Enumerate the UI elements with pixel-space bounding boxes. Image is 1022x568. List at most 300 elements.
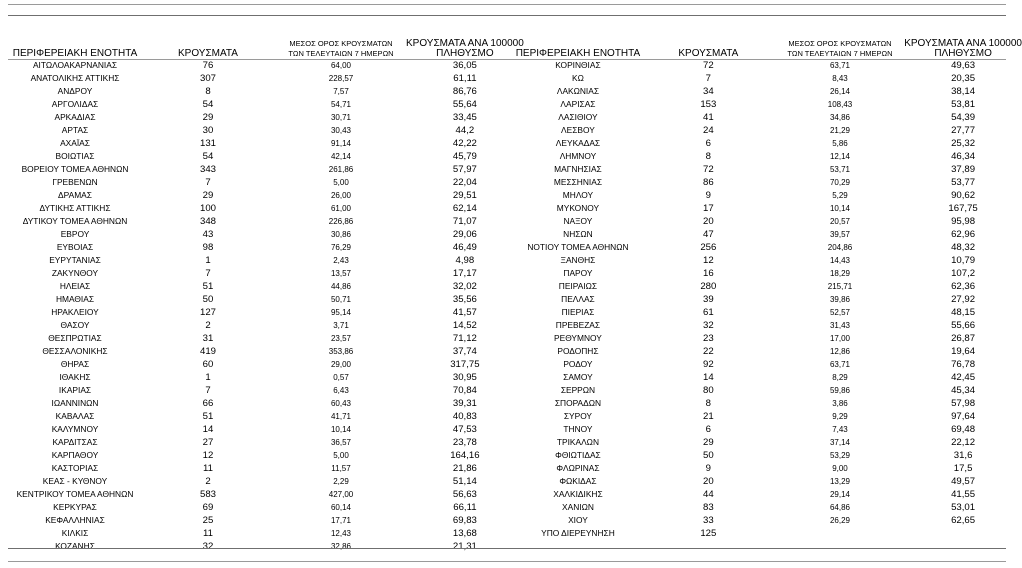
region-cell: ΚΟΖΑΝΗΣ xyxy=(55,541,95,551)
cases-per-100000-cell: 17,17 xyxy=(452,268,477,279)
region-cell: ΡΕΘΥΜΝΟΥ xyxy=(554,333,602,343)
table-row xyxy=(515,345,1022,358)
table-row xyxy=(515,514,1022,527)
header-cases: ΚΡΟΥΣΜΑΤΑ xyxy=(178,48,238,59)
cases-cell: 153 xyxy=(700,99,717,110)
region-cell: ΙΘΑΚΗΣ xyxy=(59,372,91,382)
table-row xyxy=(515,202,1022,215)
cases-cell: 343 xyxy=(199,164,216,175)
header-divider-line xyxy=(8,59,1006,60)
table-row xyxy=(515,371,1022,384)
cases-per-100000-cell: 32,02 xyxy=(452,281,477,292)
table-row xyxy=(10,371,524,384)
table-row xyxy=(515,436,1022,449)
cases-per-100000-cell: 41,55 xyxy=(951,489,976,500)
cases-per-100000-cell: 14,52 xyxy=(452,320,477,331)
7day-average-cell: 6,43 xyxy=(333,386,349,395)
7day-average-cell: 59,86 xyxy=(829,386,850,395)
region-cell: ΔΡΑΜΑΣ xyxy=(58,190,92,200)
cases-cell: 7 xyxy=(205,268,211,279)
left-table-body xyxy=(10,59,524,553)
table-row xyxy=(515,228,1022,241)
bottom-border-line-outer xyxy=(8,561,1006,562)
cases-per-100000-cell: 53,81 xyxy=(951,99,976,110)
cases-per-100000-cell: 76,78 xyxy=(951,359,976,370)
table-row xyxy=(10,98,524,111)
cases-table-right xyxy=(515,36,1022,540)
cases-cell: 22 xyxy=(703,346,714,357)
header-cases-per-100000-line2: ΠΛΗΘΥΣΜΟ xyxy=(436,48,494,59)
cases-per-100000-cell: 55,64 xyxy=(452,99,477,110)
cases-table-left xyxy=(10,36,524,553)
cases-per-100000-cell: 10,79 xyxy=(951,255,976,266)
region-cell: ΑΡΤΑΣ xyxy=(61,125,89,135)
7day-average-cell: 9,29 xyxy=(832,412,848,421)
region-cell: ΗΡΑΚΛΕΙΟΥ xyxy=(51,307,99,317)
cases-per-100000-cell: 31,6 xyxy=(953,450,973,461)
cases-cell: 583 xyxy=(199,489,216,500)
7day-average-cell: 21,29 xyxy=(829,126,850,135)
table-row xyxy=(515,241,1022,254)
region-cell: ΝΗΣΩΝ xyxy=(563,229,593,239)
cases-per-100000-cell: 23,78 xyxy=(452,437,477,448)
region-cell: ΣΕΡΡΩΝ xyxy=(560,385,596,395)
top-border-line xyxy=(8,4,1006,5)
cases-per-100000-cell: 27,77 xyxy=(951,125,976,136)
table-row xyxy=(10,475,524,488)
table-row xyxy=(10,501,524,514)
region-cell: ΘΕΣΠΡΩΤΙΑΣ xyxy=(48,333,102,343)
table-row xyxy=(515,59,1022,72)
cases-per-100000-cell: 46,49 xyxy=(452,242,477,253)
7day-average-cell: 63,71 xyxy=(829,61,850,70)
7day-average-cell: 63,71 xyxy=(829,360,850,369)
cases-per-100000-cell: 317,75 xyxy=(450,359,480,370)
7day-average-cell: 30,86 xyxy=(330,230,352,239)
7day-average-cell: 18,29 xyxy=(829,269,850,278)
cases-per-100000-cell: 86,76 xyxy=(452,86,477,97)
cases-cell: 76 xyxy=(202,60,214,71)
top-border-line-inner xyxy=(8,15,1006,16)
cases-per-100000-cell: 57,97 xyxy=(452,164,477,175)
table-row xyxy=(10,202,524,215)
cases-cell: 11 xyxy=(203,463,213,474)
7day-average-cell: 50,71 xyxy=(330,295,352,304)
cases-cell: 100 xyxy=(199,203,216,214)
7day-average-cell: 95,14 xyxy=(330,308,352,317)
cases-per-100000-cell: 44,2 xyxy=(455,125,475,136)
region-cell: ΦΛΩΡΙΝΑΣ xyxy=(556,463,600,473)
7day-average-cell: 53,71 xyxy=(829,165,850,174)
cases-per-100000-cell: 69,83 xyxy=(452,515,477,526)
region-cell: ΚΕΝΤΡΙΚΟΥ ΤΟΜΕΑ ΑΘΗΝΩΝ xyxy=(16,489,134,499)
cases-cell: 8 xyxy=(205,86,211,97)
cases-per-100000-cell: 27,92 xyxy=(951,294,976,305)
table-row xyxy=(515,280,1022,293)
cases-per-100000-cell: 21,86 xyxy=(452,463,477,474)
cases-per-100000-cell: 49,57 xyxy=(951,476,976,487)
region-cell: ΔΥΤΙΚΟΥ ΤΟΜΕΑ ΑΘΗΝΩΝ xyxy=(22,216,128,226)
region-cell: ΤΡΙΚΑΛΩΝ xyxy=(556,437,599,447)
7day-average-cell: 12,14 xyxy=(829,152,850,161)
7day-average-cell: 11,57 xyxy=(331,464,351,473)
table-row xyxy=(515,98,1022,111)
table-row xyxy=(515,150,1022,163)
cases-cell: 86 xyxy=(703,177,714,188)
cases-per-100000-cell: 17,5 xyxy=(953,463,973,474)
region-cell: ΦΩΚΙΔΑΣ xyxy=(559,476,597,486)
table-row xyxy=(10,254,524,267)
header-region: ΠΕΡΙΦΕΡΕΙΑΚΗ ΕΝΟΤΗΤΑ xyxy=(515,48,641,59)
7day-average-cell: 31,43 xyxy=(829,321,850,330)
region-cell: ΑΝΑΤΟΛΙΚΗΣ ΑΤΤΙΚΗΣ xyxy=(30,73,120,83)
cases-cell: 80 xyxy=(703,385,714,396)
7day-average-cell: 204,86 xyxy=(827,243,853,252)
region-cell: ΔΥΤΙΚΗΣ ΑΤΤΙΚΗΣ xyxy=(39,203,111,213)
region-cell: ΛΑΣΙΘΙΟΥ xyxy=(558,112,598,122)
cases-cell: 32 xyxy=(703,320,714,331)
region-cell: ΙΚΑΡΙΑΣ xyxy=(58,385,92,395)
cases-cell: 69 xyxy=(202,502,214,513)
region-cell: ΧΑΝΙΩΝ xyxy=(562,502,594,512)
table-row xyxy=(10,280,524,293)
table-row xyxy=(10,72,524,85)
7day-average-cell: 228,57 xyxy=(328,74,354,83)
7day-average-cell: 353,86 xyxy=(328,347,354,356)
region-cell: ΓΡΕΒΕΝΩΝ xyxy=(52,177,98,187)
region-cell: ΝΟΤΙΟΥ ΤΟΜΕΑ ΑΘΗΝΩΝ xyxy=(527,242,629,252)
cases-per-100000-cell: 53,01 xyxy=(951,502,976,513)
7day-average-cell: 54,71 xyxy=(330,100,352,109)
cases-cell: 14 xyxy=(703,372,714,383)
header-7day-average-line1: ΜΕΣΟΣ ΟΡΟΣ ΚΡΟΥΣΜΑΤΩΝ xyxy=(788,39,892,48)
table-row xyxy=(10,332,524,345)
7day-average-cell: 12,43 xyxy=(330,529,352,538)
region-cell: ΚΕΡΚΥΡΑΣ xyxy=(53,502,97,512)
cases-cell: 29 xyxy=(202,112,214,123)
region-cell: ΞΑΝΘΗΣ xyxy=(560,255,596,265)
header-cases-per-100000-line1: ΚΡΟΥΣΜΑΤΑ ΑΝΑ 100000 xyxy=(406,38,524,49)
region-cell: ΗΜΑΘΙΑΣ xyxy=(55,294,95,304)
region-cell: ΘΕΣΣΑΛΟΝΙΚΗΣ xyxy=(42,346,108,356)
region-cell: ΠΑΡΟΥ xyxy=(563,268,593,278)
table-row xyxy=(515,410,1022,423)
region-cell: ΙΩΑΝΝΙΝΩΝ xyxy=(51,398,99,408)
7day-average-cell: 29,00 xyxy=(330,360,352,369)
table-row xyxy=(10,540,524,553)
7day-average-cell: 427,00 xyxy=(328,490,354,499)
table-row xyxy=(515,254,1022,267)
table-row xyxy=(10,267,524,280)
cases-cell: 72 xyxy=(703,60,714,71)
cases-per-100000-cell xyxy=(904,527,1022,540)
table-header-row xyxy=(10,36,524,59)
7day-average-cell: 3,86 xyxy=(832,399,848,408)
7day-average-cell: 36,57 xyxy=(330,438,352,447)
cases-per-100000-cell: 19,64 xyxy=(951,346,976,357)
cases-cell: 9 xyxy=(705,463,711,474)
7day-average-cell: 60,14 xyxy=(330,503,352,512)
7day-average-cell: 12,86 xyxy=(829,347,850,356)
7day-average-cell: 17,00 xyxy=(829,334,850,343)
7day-average-cell: 30,43 xyxy=(330,126,352,135)
cases-per-100000-cell: 25,32 xyxy=(951,138,976,149)
region-cell: ΛΗΜΝΟΥ xyxy=(559,151,597,161)
table-row xyxy=(515,397,1022,410)
cases-cell: 83 xyxy=(703,502,714,513)
cases-cell: 14 xyxy=(202,424,214,435)
table-row xyxy=(515,475,1022,488)
cases-cell: 29 xyxy=(703,437,714,448)
region-cell: ΘΗΡΑΣ xyxy=(60,359,90,369)
cases-cell: 9 xyxy=(705,190,711,201)
cases-cell: 50 xyxy=(703,450,714,461)
region-cell: ΒΟΡΕΙΟΥ ΤΟΜΕΑ ΑΘΗΝΩΝ xyxy=(21,164,129,174)
region-cell: ΣΠΟΡΑΔΩΝ xyxy=(554,398,602,408)
region-cell: ΡΟΔΟΥ xyxy=(563,359,593,369)
cases-per-100000-cell: 167,75 xyxy=(948,203,978,214)
7day-average-cell: 108,43 xyxy=(827,100,853,109)
cases-per-100000-cell: 29,51 xyxy=(452,190,477,201)
cases-per-100000-cell: 48,15 xyxy=(951,307,976,318)
table-row xyxy=(10,423,524,436)
cases-cell: 419 xyxy=(199,346,216,357)
table-row xyxy=(10,514,524,527)
7day-average-cell: 39,86 xyxy=(829,295,850,304)
region-cell: ΝΑΞΟΥ xyxy=(563,216,593,226)
cases-cell: 20 xyxy=(703,216,714,227)
table-row xyxy=(515,215,1022,228)
cases-per-100000-cell: 30,95 xyxy=(452,372,477,383)
table-row xyxy=(515,163,1022,176)
table-row xyxy=(515,501,1022,514)
header-region: ΠΕΡΙΦΕΡΕΙΑΚΗ ΕΝΟΤΗΤΑ xyxy=(12,48,138,59)
7day-average-cell: 26,29 xyxy=(829,516,850,525)
cases-per-100000-cell: 22,12 xyxy=(951,437,976,448)
cases-cell: 8 xyxy=(705,398,711,409)
cases-per-100000-cell: 66,11 xyxy=(453,502,477,513)
table-row xyxy=(10,462,524,475)
region-cell: ΚΑΛΥΜΝΟΥ xyxy=(51,424,99,434)
region-cell: ΠΙΕΡΙΑΣ xyxy=(561,307,595,317)
7day-average-cell: 70,29 xyxy=(829,178,850,187)
7day-average-cell: 32,86 xyxy=(330,542,352,551)
header-7day-average-line2: ΤΩΝ ΤΕΛΕΥΤΑΙΩΝ 7 ΗΜΕΡΩΝ xyxy=(787,49,893,58)
cases-per-100000-cell: 29,06 xyxy=(452,229,477,240)
region-cell: ΠΡΕΒΕΖΑΣ xyxy=(555,320,601,330)
header-cases: ΚΡΟΥΣΜΑΤΑ xyxy=(678,48,739,59)
region-cell: ΠΕΙΡΑΙΩΣ xyxy=(558,281,598,291)
cases-cell: 8 xyxy=(705,151,711,162)
table-row xyxy=(10,111,524,124)
region-cell: ΚΕΦΑΛΛΗΝΙΑΣ xyxy=(45,515,105,525)
cases-per-100000-cell: 42,22 xyxy=(452,138,477,149)
7day-average-cell: 52,57 xyxy=(829,308,850,317)
table-row xyxy=(10,85,524,98)
region-cell: ΣΥΡΟΥ xyxy=(563,411,593,421)
7day-average-cell: 64,86 xyxy=(829,503,850,512)
table-row xyxy=(515,384,1022,397)
cases-cell: 61 xyxy=(703,307,714,318)
table-row xyxy=(10,306,524,319)
header-7day-average-line2: ΤΩΝ ΤΕΛΕΥΤΑΙΩΝ 7 ΗΜΕΡΩΝ xyxy=(288,49,394,58)
cases-per-100000-cell: 62,65 xyxy=(951,515,976,526)
7day-average-cell: 17,71 xyxy=(330,516,352,525)
header-cases-per-100000 xyxy=(904,36,1022,59)
region-cell: ΜΑΓΝΗΣΙΑΣ xyxy=(554,164,602,174)
right-table-body xyxy=(515,59,1022,540)
header-7day-average xyxy=(276,36,406,59)
region-cell: ΤΗΝΟΥ xyxy=(563,424,593,434)
table-row xyxy=(10,137,524,150)
cases-per-100000-cell: 55,66 xyxy=(951,320,976,331)
table-row xyxy=(10,488,524,501)
region-cell: ΑΡΚΑΔΙΑΣ xyxy=(54,112,96,122)
7day-average-cell: 14,43 xyxy=(829,256,850,265)
7day-average-cell: 39,57 xyxy=(829,230,850,239)
cases-cell: 60 xyxy=(202,359,214,370)
cases-cell: 51 xyxy=(202,281,214,292)
7day-average-cell: 61,00 xyxy=(330,204,352,213)
cases-cell: 1 xyxy=(205,255,211,266)
7day-average-cell: 26,00 xyxy=(330,191,352,200)
7day-average-cell: 8,29 xyxy=(832,373,848,382)
cases-cell: 47 xyxy=(703,229,714,240)
region-cell: ΛΑΚΩΝΙΑΣ xyxy=(556,86,600,96)
cases-cell: 34 xyxy=(703,86,714,97)
cases-cell: 33 xyxy=(703,515,714,526)
region-cell: ΖΑΚΥΝΘΟΥ xyxy=(51,268,99,278)
cases-cell: 54 xyxy=(202,99,214,110)
region-cell: ΘΑΣΟΥ xyxy=(60,320,90,330)
region-cell: ΣΑΜΟΥ xyxy=(563,372,593,382)
table-row xyxy=(515,527,1022,540)
cases-cell: 21 xyxy=(703,411,714,422)
region-cell: ΚΙΛΚΙΣ xyxy=(61,528,89,538)
cases-per-100000-cell: 35,56 xyxy=(452,294,477,305)
cases-cell: 98 xyxy=(202,242,214,253)
table-row xyxy=(515,462,1022,475)
region-cell: ΜΕΣΣΗΝΙΑΣ xyxy=(553,177,602,187)
region-cell: ΕΥΒΟΙΑΣ xyxy=(56,242,94,252)
region-cell: ΕΒΡΟΥ xyxy=(60,229,90,239)
header-cases-per-100000-line1: ΚΡΟΥΣΜΑΤΑ ΑΝΑ 100000 xyxy=(904,38,1022,49)
cases-per-100000-cell: 62,14 xyxy=(452,203,477,214)
cases-per-100000-cell: 46,34 xyxy=(951,151,976,162)
table-row xyxy=(10,163,524,176)
cases-per-100000-cell: 51,14 xyxy=(452,476,477,487)
cases-cell: 348 xyxy=(199,216,216,227)
region-cell: ΑΡΓΟΛΙΔΑΣ xyxy=(51,99,99,109)
header-7day-average-line1: ΜΕΣΟΣ ΟΡΟΣ ΚΡΟΥΣΜΑΤΩΝ xyxy=(289,39,393,48)
cases-per-100000-cell: 107,2 xyxy=(951,268,976,279)
region-cell: ΕΥΡΥΤΑΝΙΑΣ xyxy=(49,255,101,265)
cases-per-100000-cell: 54,39 xyxy=(951,112,976,123)
cases-per-100000-cell: 70,84 xyxy=(452,385,477,396)
cases-per-100000-cell: 95,98 xyxy=(951,216,976,227)
cases-per-100000-cell: 4,98 xyxy=(455,255,475,266)
table-header-row xyxy=(515,36,1022,59)
table-row xyxy=(10,241,524,254)
table-row xyxy=(10,59,524,72)
cases-cell: 2 xyxy=(205,476,211,487)
table-row xyxy=(515,189,1022,202)
table-row xyxy=(515,72,1022,85)
cases-per-100000-cell: 36,05 xyxy=(452,60,477,71)
cases-cell: 280 xyxy=(700,281,717,292)
header-cases-per-100000 xyxy=(406,36,524,59)
table-row xyxy=(10,319,524,332)
table-row xyxy=(515,423,1022,436)
7day-average-cell: 2,43 xyxy=(333,256,349,265)
region-cell: ΑΧΑΪΑΣ xyxy=(60,138,90,148)
cases-cell: 11 xyxy=(203,528,213,539)
7day-average-cell: 41,71 xyxy=(330,412,352,421)
cases-per-100000-cell: 48,32 xyxy=(951,242,976,253)
cases-per-100000-cell: 20,35 xyxy=(951,73,976,84)
cases-cell: 7 xyxy=(205,385,211,396)
7day-average-cell: 44,86 xyxy=(330,282,352,291)
7day-average-cell: 2,29 xyxy=(333,477,349,486)
cases-per-100000-cell: 49,63 xyxy=(951,60,976,71)
region-cell: ΛΕΣΒΟΥ xyxy=(561,125,595,135)
cases-cell: 7 xyxy=(705,73,711,84)
7day-average-cell: 5,86 xyxy=(832,139,848,148)
cases-cell: 6 xyxy=(705,138,711,149)
cases-cell: 2 xyxy=(205,320,211,331)
7day-average-cell: 30,71 xyxy=(330,113,352,122)
table-row xyxy=(515,319,1022,332)
7day-average-cell: 7,43 xyxy=(832,425,848,434)
cases-cell: 6 xyxy=(705,424,711,435)
7day-average-cell: 3,71 xyxy=(333,321,349,330)
cases-cell: 54 xyxy=(202,151,214,162)
region-cell: ΚΩ xyxy=(572,73,584,83)
region-cell: ΑΙΤΩΛΟΑΚΑΡΝΑΝΙΑΣ xyxy=(32,60,118,70)
region-cell: ΥΠΟ ΔΙΕΡΕΥΝΗΣΗ xyxy=(541,528,615,538)
cases-cell: 29 xyxy=(202,190,214,201)
cases-per-100000-cell: 40,83 xyxy=(452,411,477,422)
region-cell: ΚΑΒΑΛΑΣ xyxy=(55,411,95,421)
table-row xyxy=(10,384,524,397)
cases-cell: 23 xyxy=(703,333,714,344)
cases-cell: 41 xyxy=(703,112,714,123)
7day-average-cell: 10,14 xyxy=(829,204,850,213)
region-cell: ΒΟΙΩΤΙΑΣ xyxy=(55,151,95,161)
cases-per-100000-cell: 56,63 xyxy=(452,489,477,500)
cases-per-100000-cell: 69,48 xyxy=(951,424,976,435)
table-row xyxy=(10,397,524,410)
7day-average-cell: 5,00 xyxy=(333,451,349,460)
cases-per-100000-cell: 42,45 xyxy=(951,372,976,383)
7day-average-cell: 53,29 xyxy=(829,451,850,460)
region-cell: ΚΑΣΤΟΡΙΑΣ xyxy=(51,463,99,473)
table-row xyxy=(10,293,524,306)
cases-cell: 32 xyxy=(202,541,214,552)
region-cell: ΚΑΡΠΑΘΟΥ xyxy=(51,450,99,460)
cases-per-100000-cell: 57,98 xyxy=(951,398,976,409)
table-row xyxy=(515,449,1022,462)
table-row xyxy=(10,215,524,228)
cases-per-100000-cell: 164,16 xyxy=(450,450,480,461)
7day-average-cell: 20,57 xyxy=(829,217,850,226)
table-row xyxy=(10,150,524,163)
cases-per-100000-cell: 61,11 xyxy=(453,73,477,84)
table-row xyxy=(515,124,1022,137)
cases-cell: 125 xyxy=(700,528,717,539)
region-cell: ΠΕΛΛΑΣ xyxy=(561,294,595,304)
cases-cell: 12 xyxy=(703,255,714,266)
